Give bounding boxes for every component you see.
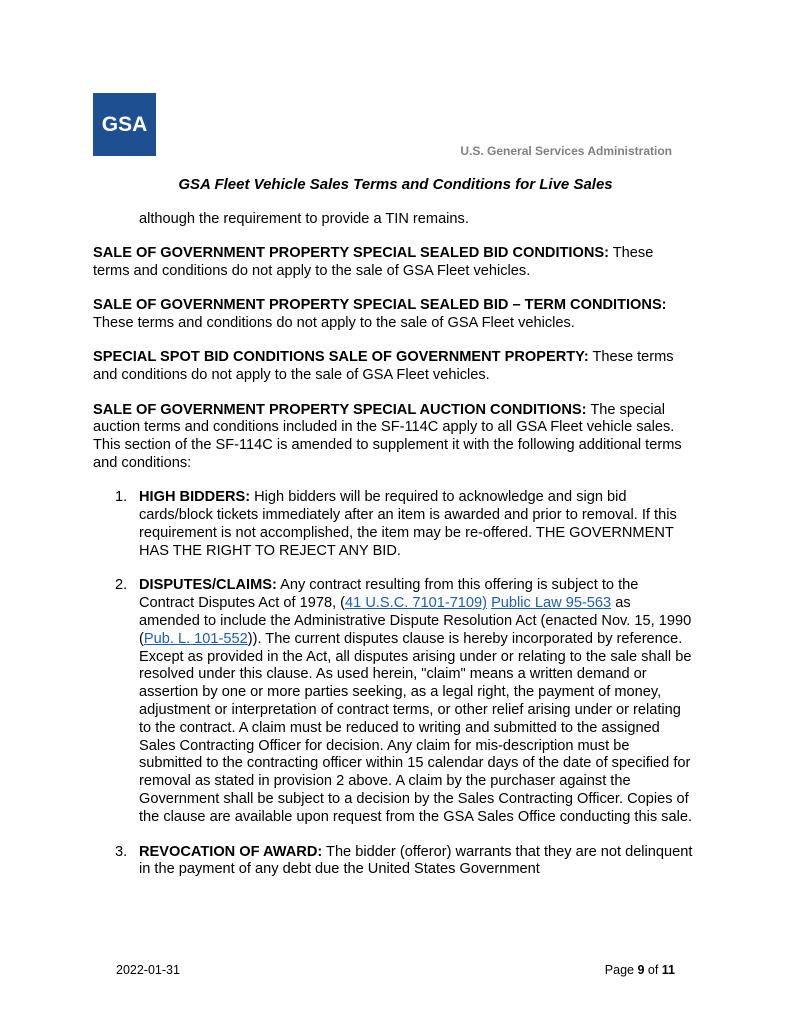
item-text: as amended to include the Administrative Dispute Resolution Act (enacted Nov. 15, 1990 (	[139, 595, 692, 647]
total-pages: 11	[661, 963, 675, 977]
section-text: These terms and conditions do not apply to the sale of GSA Fleet vehicles.	[93, 245, 654, 280]
agency-name: U.S. General Services Administration	[460, 144, 672, 158]
pub-l-link[interactable]: Pub. L. 101-552	[143, 630, 248, 647]
item-heading: HIGH BIDDERS:	[139, 489, 251, 506]
usc-link[interactable]: 41 U.S.C. 7101-7109)	[345, 595, 488, 612]
page-number	[605, 963, 675, 977]
section-heading: SALE OF GOVERNMENT PROPERTY SPECIAL AUCTION CONDITIONS:	[93, 401, 587, 418]
section-spot-bid	[93, 349, 693, 385]
item-heading: DISPUTES/CLAIMS:	[139, 577, 277, 594]
item-text: )). The current disputes clause is hereby incorporated by reference. Except as provided in the Act, all disputes arising under or relating to the sale shall be resolved under this clause. As used herein, "claim" means a written demand or assertion by one or more parties seeking, as a legal right, the payment of money, adjustment or interpretation of contract terms, or other relief arising under or relating to the contract. A claim must be reduced to writing and submitted to the assigned Sales Contracting Officer for decision. Any claim for mis-description must be submitted to the contracting officer within 15 calendar days of the date of specified for removal as stated in provision 2 above. A claim by the purchaser against the Government shall be subject to a decision by the Sales Contracting Officer. Copies of the clause are available upon request from the GSA Sales Office conducting this sale.	[139, 630, 692, 825]
continuation-line: although the requirement to provide a TIN remains.	[139, 211, 469, 227]
item-heading: REVOCATION OF AWARD:	[139, 843, 323, 860]
footer-date: 2022-01-31	[116, 963, 180, 977]
public-law-link[interactable]: Public Law 95-563	[491, 595, 612, 612]
section-heading: SPECIAL SPOT BID CONDITIONS SALE OF GOVERNMENT PROPERTY:	[93, 349, 589, 366]
section-text: These terms and conditions do not apply to the sale of GSA Fleet vehicles.	[93, 349, 674, 384]
item-text: High bidders will be required to acknowledge and sign bid cards/block tickets immediately after an item is awarded and prior to removal. If this requirement is not accomplished, the item may be re-offered. THE GOVERNMENT HAS THE RIGHT TO REJECT ANY BID.	[139, 489, 677, 559]
section-text: These terms and conditions do not apply to the sale of GSA Fleet vehicles.	[93, 315, 575, 332]
gsa-logo: GSA	[93, 93, 156, 156]
of-label: of	[644, 963, 662, 977]
list-item	[93, 577, 693, 826]
section-auction	[93, 402, 693, 473]
item-text: The bidder (offeror) warrants that they are not delinquent in the payment of any debt due the United States Government	[139, 843, 693, 878]
section-sealed-bid-term	[93, 297, 693, 333]
list-item	[93, 489, 693, 560]
list-number: 1.	[115, 489, 128, 506]
document-body	[93, 211, 693, 896]
section-sealed-bid	[93, 245, 693, 281]
section-heading: SALE OF GOVERNMENT PROPERTY SPECIAL SEALED BID CONDITIONS:	[93, 245, 609, 262]
section-heading: SALE OF GOVERNMENT PROPERTY SPECIAL SEALED BID – TERM CONDITIONS:	[93, 297, 667, 314]
document-title: GSA Fleet Vehicle Sales Terms and Conditions for Live Sales	[178, 176, 613, 193]
page-label: Page	[604, 963, 638, 977]
list-item	[93, 844, 693, 880]
conditions-list	[93, 489, 693, 879]
list-number: 2.	[115, 577, 128, 594]
current-page: 9	[637, 963, 645, 977]
section-text: The special auction terms and conditions included in the SF-114C apply to all GSA Fleet vehicle sales. This section of the SF-114C is amended to supplement it with the following additional terms and conditions:	[93, 401, 682, 471]
item-text: Any contract resulting from this offering is subject to the Contract Disputes Act of 1978, (	[139, 577, 639, 612]
list-number: 3.	[115, 843, 128, 860]
